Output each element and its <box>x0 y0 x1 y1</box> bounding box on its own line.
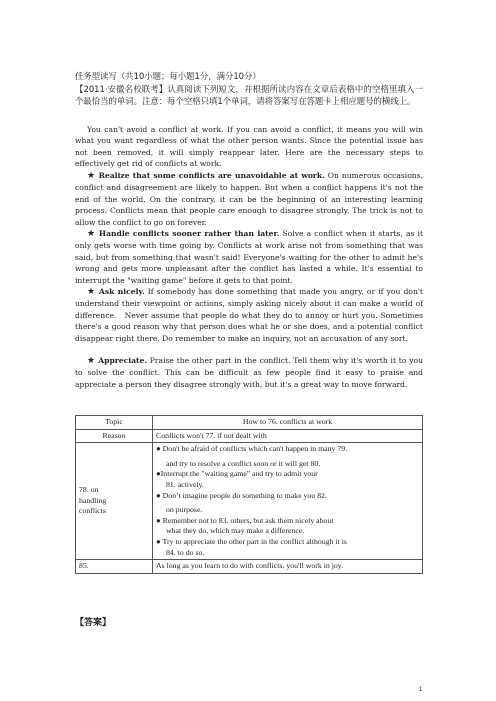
table-row <box>76 429 423 443</box>
paragraph-4-body: Praise the other part in the conflict. Tell them why it's worth it to you to solve the conflict. This can be difficult as few people find it easy to praise and appreciate a person they disagree strongly with, but it's a great way to move forward. <box>75 356 423 389</box>
table-cell: Topic <box>76 416 153 430</box>
star-icon: ★ <box>87 229 96 239</box>
bullet-line: ● Don't be afraid of conflicts which can't happen in many 79. <box>156 444 348 454</box>
bullet-line: what they do, which may make a difference. <box>166 526 305 536</box>
table-row <box>76 416 423 430</box>
bullet-line: ● Remember not to 83. others, but ask them nicely about <box>156 515 334 525</box>
table-cell: Reason <box>76 429 153 443</box>
task-table <box>75 415 423 574</box>
table-row <box>76 443 423 560</box>
star-icon: ★ <box>87 287 96 297</box>
bullet-line: 81. actively. <box>166 479 204 489</box>
passage-intro: You can't avoid a conflict at work. If you can avoid a conflict, it means you will win what you want regardless of what the other person wants. Since the potential issue has not been removed, it will simply reappear later. Here are the necessary steps to effectively get rid of conflicts at work. <box>75 125 423 169</box>
paragraph-3-body: If somebody has done something that made you angry, or if you don't understand their viewpoint or actions, simply asking nicely about it can make a world of difference. Never assume that people do what they do to annoy or hurt you. Sometimes there's a good reason why that person does what he or she does, and a potential conflict disappear right there. Do remember to make an inquiry, not an accusation of any sort. <box>75 287 423 343</box>
bullet-line: ● Don’t imagine people do something to make you 82. <box>156 490 327 500</box>
instructions: 【2011·安徽名校联考】认真阅读下列短文，并根据所读内容在文章后表格中的空格里填入一个最恰当的单词。注意：每个空格只填1个单词，请将答案写在答题卡上相应题号的横线上。 <box>75 84 423 106</box>
table-row <box>76 560 423 574</box>
paragraph-3-heading: Ask nicely. <box>98 287 145 296</box>
paragraph-4-heading: Appreciate. <box>98 356 148 365</box>
cell-line: handling <box>79 495 107 505</box>
star-icon: ★ <box>87 356 96 366</box>
passage-paragraph-2 <box>75 228 423 286</box>
table-cell: Conflicts won't 77. if not dealt with <box>153 429 423 443</box>
table-cell <box>153 443 423 560</box>
paragraph-2-body: Solve a conflict when it starts, as it only gets worse with time going by. Conflicts at work arise not from something that was said, but from something that wasn't said! Everyone's waiting for the other to admit he's wrong and gets more unpleasant after the conflict has lasted a while. It's essential to interrupt the "waiting game" before it gets to that point. <box>75 229 423 285</box>
bullet-line: ●Interrupt the "waiting game" and try to admit your <box>156 469 318 479</box>
bullet-line: ● Try to appreciate the other part in the conflict although it is <box>156 536 347 546</box>
paragraph-1-body: On numerous occasions, conflict and disagreement are likely to happen. But when a conflict happens it's not the end of the world. On the contrary, it can be the beginning of an interesting learning process. Conflicts mean that people care enough to disagree strongly. The trick is not to allow the conflict to go on forever. <box>75 171 424 227</box>
table-cell <box>76 443 153 560</box>
section-heading: 任务型读写（共10小题；每小题1分，满分10分） <box>75 71 261 81</box>
passage-paragraph-1 <box>75 170 423 228</box>
passage-paragraph-3 <box>75 286 423 344</box>
star-icon: ★ <box>87 171 96 181</box>
page-number: 1 <box>419 687 423 693</box>
cell-line: conflicts <box>79 506 106 516</box>
bullet-line: and try to resolve a conflict soon or it will get 80. <box>166 458 321 468</box>
paragraph-1-heading: Realize that some conflicts are unavoidable at work. <box>98 171 325 180</box>
bullet-line: 84. to do so. <box>166 547 205 557</box>
table-cell: How to 76. conflicts at work <box>153 416 423 430</box>
table-cell: As long as you learn to do with conflicts, you'll work in joy. <box>153 560 423 574</box>
cell-line: 78. on <box>79 485 99 495</box>
paragraph-2-heading: Handle conflicts sooner rather than later. <box>98 229 280 238</box>
table-cell: 85. <box>76 560 153 574</box>
passage-paragraph-4 <box>75 355 423 390</box>
answer-label: 【答案】 <box>75 618 112 628</box>
bullet-line: on purpose. <box>166 505 203 515</box>
